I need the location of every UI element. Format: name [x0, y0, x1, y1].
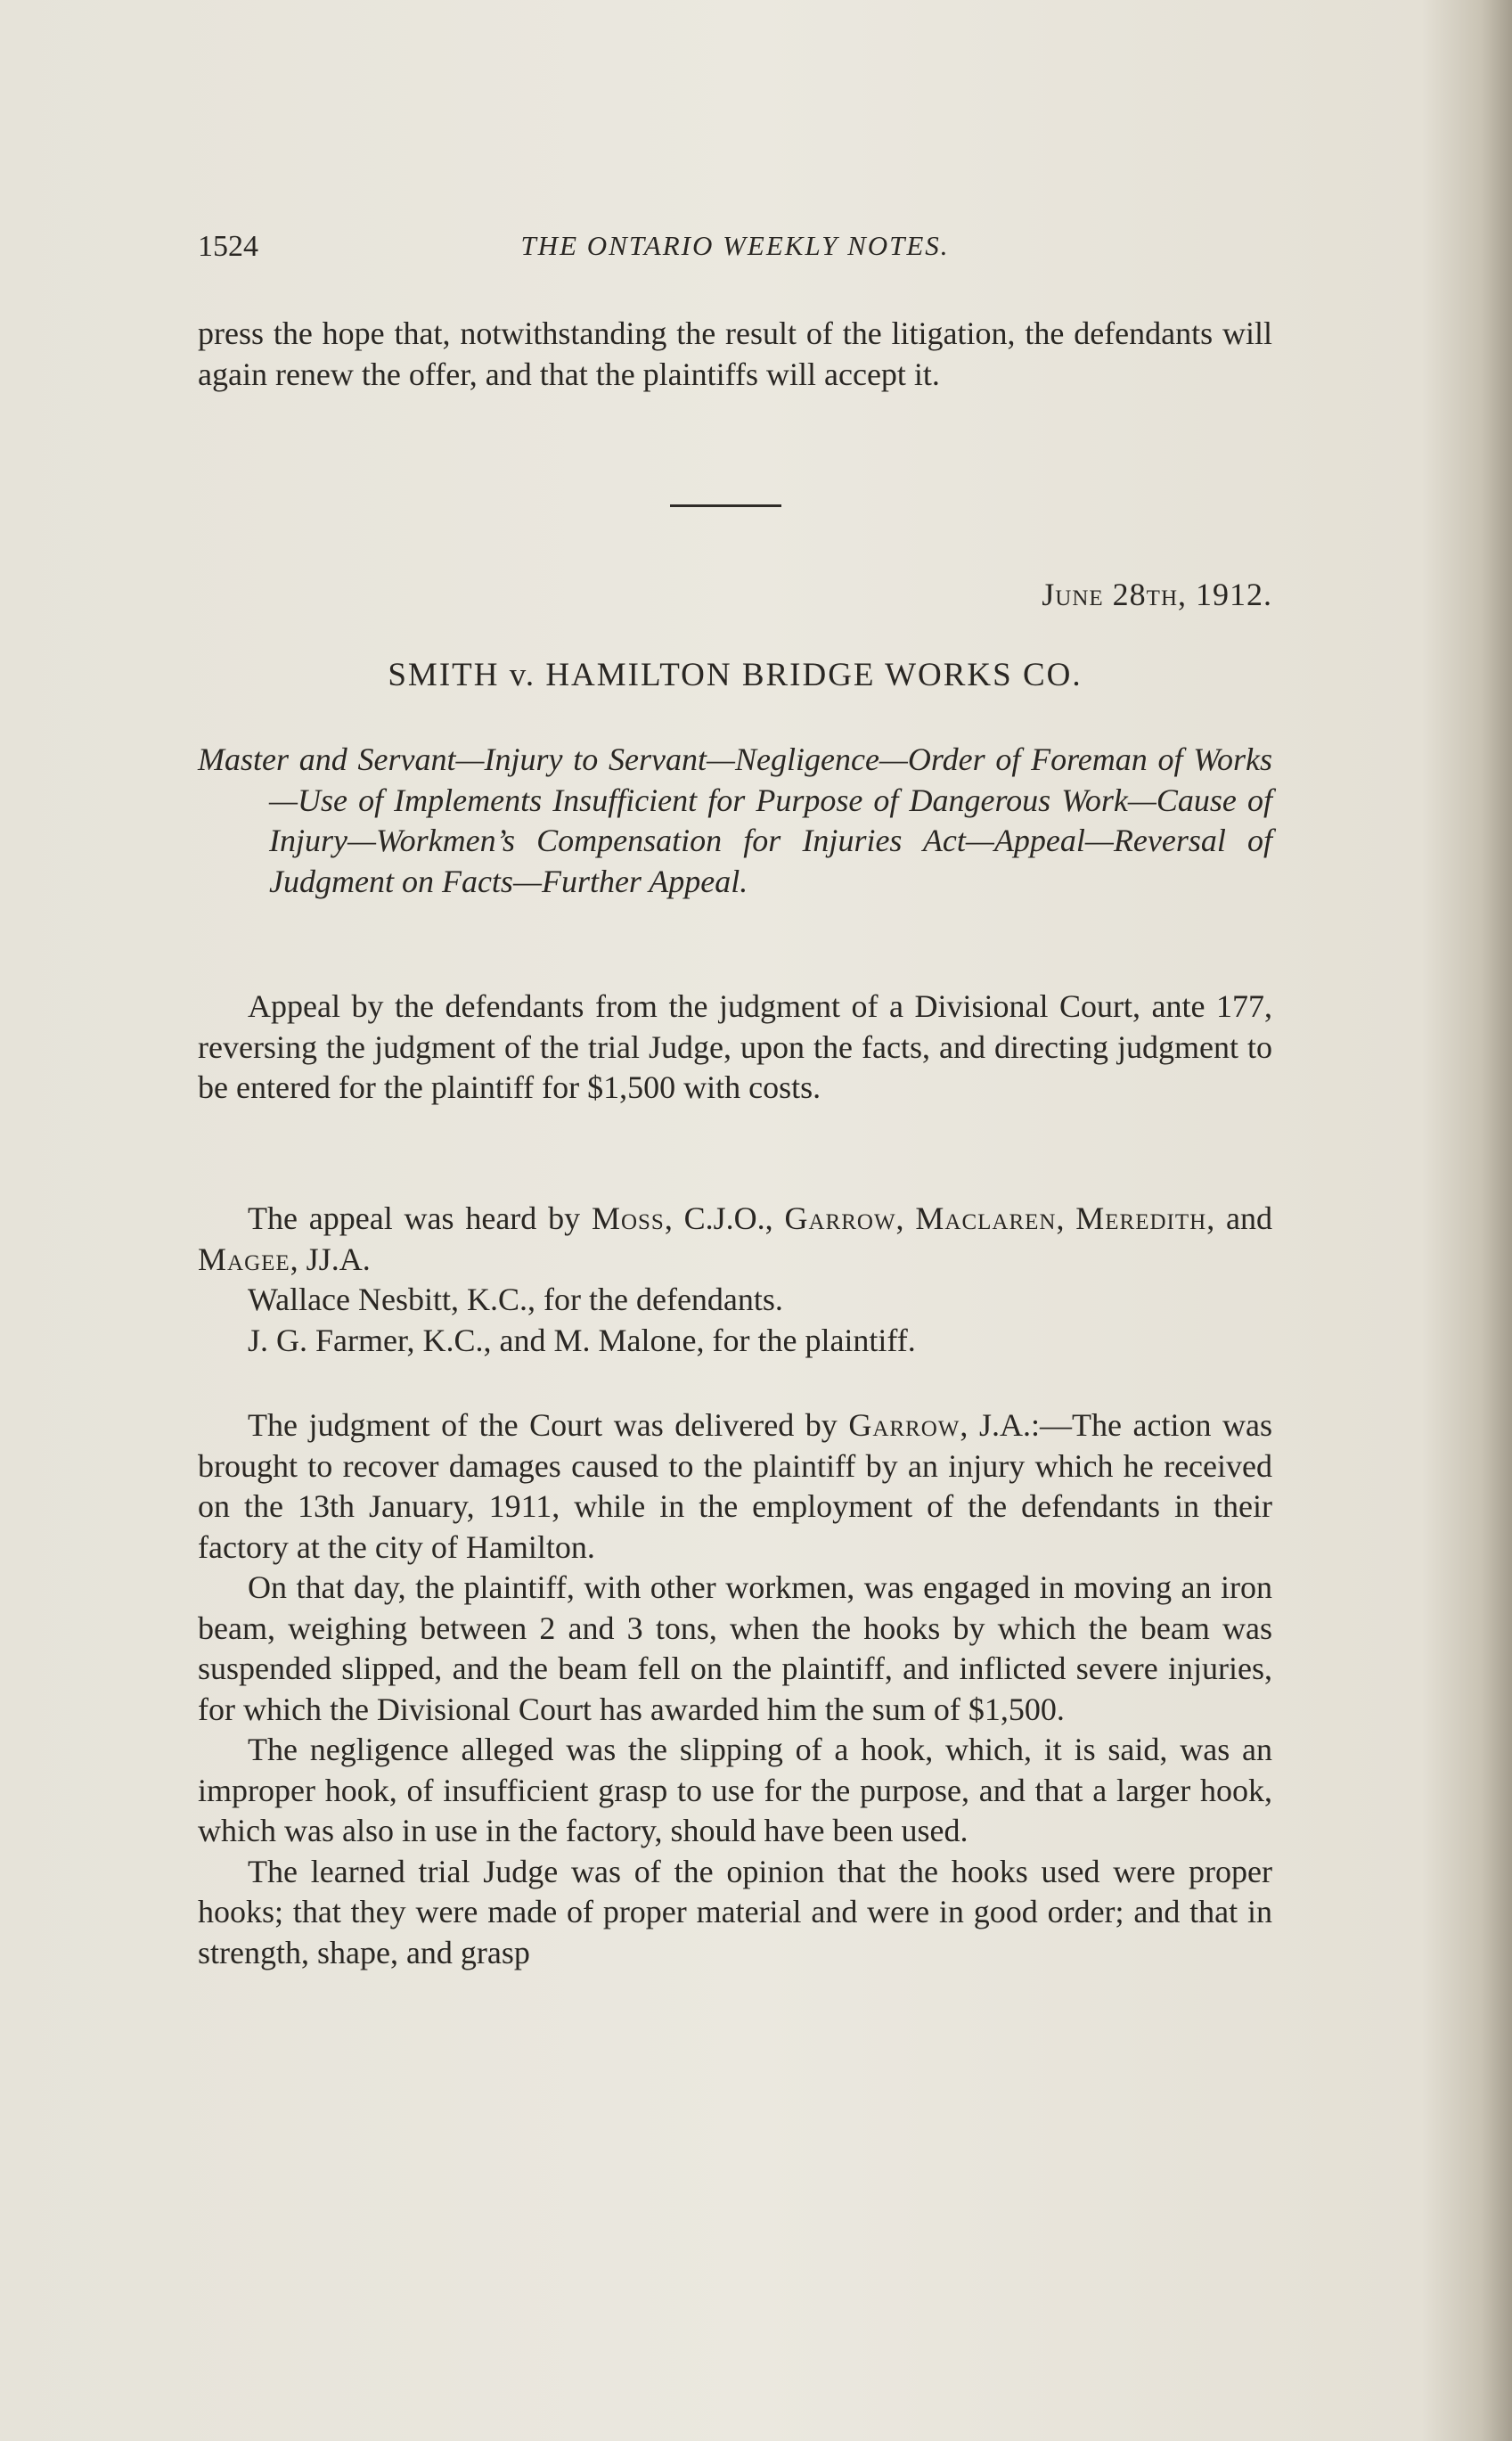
- appeal-block: [198, 987, 1272, 1109]
- body-paragraph: The learned trial Judge was of the opinion that the hooks used were proper hooks; that they were made of proper material and were in good order; and that in strength, shape, and grasp: [198, 1853, 1272, 1970]
- section-divider: [670, 504, 781, 507]
- counsel-plaintiff: J. G. Farmer, K.C., and M. Malone, for the plaintiff.: [248, 1322, 916, 1358]
- heard-t4: , and: [1206, 1200, 1273, 1236]
- running-title: THE ONTARIO WEEKLY NOTES.: [520, 230, 950, 261]
- judgment-judge: Garrow: [848, 1407, 960, 1443]
- body-paragraph: The negligence alleged was the slipping of a hook, which, it is said, was an improper hook, of insufficient grasp to use for the purpose, and that a larger hook, which was also in use in the factory, should have been used.: [198, 1732, 1272, 1848]
- page-header: [198, 221, 1272, 274]
- case-date-block: [198, 575, 1272, 616]
- judgment-post: , J.A.:—The action was brought to recover damages caused to the plaintiff by an injury which he received on the 13th January, 1911, while in the employment of the defendants in their factory at the city of Hamilton.: [198, 1407, 1272, 1565]
- hearing-block: [198, 1199, 1272, 1361]
- judgment-pre: The judgment of the Court was delivered by: [248, 1407, 849, 1443]
- counsel-defendants: Wallace Nesbitt, K.C., for the defendants.: [248, 1282, 783, 1317]
- headnote: Master and Servant—Injury to Servant—Negligence—Order of Foreman of Works—Use of Implements Insufficient for Purpose of Dangerous Work—Cause of Injury—Workmen’s Compensation for Injuries Act—Appeal—Reversal of Judgment on Facts—Further Appeal.: [198, 741, 1272, 899]
- case-title-block: [198, 655, 1272, 696]
- judge-maclaren: Maclaren: [915, 1200, 1057, 1236]
- appeal-paragraph: Appeal by the defendants from the judgment of a Divisional Court, ante 177, reversing the judgment of the trial Judge, upon the facts, and directing judgment to be entered for the plaintiff for $1,500 with costs.: [198, 988, 1272, 1105]
- case-title: SMITH v. HAMILTON BRIDGE WORKS CO.: [388, 657, 1083, 693]
- heard-pre: The appeal was heard by: [248, 1200, 592, 1236]
- case-date: June 28th, 1912.: [1042, 577, 1272, 612]
- body-paragraph: On that day, the plaintiff, with other workmen, was engaged in moving an iron beam, weighing between 2 and 3 tons, when the hooks by which the beam was suspended slipped, and the beam fell on the plaintiff, and inflicted severe injuries, for which the Divisional Court has awarded him the sum of $1,500.: [198, 1569, 1272, 1727]
- judgment-intro-paragraph: [198, 1405, 1272, 1568]
- judge-garrow: Garrow: [784, 1200, 896, 1236]
- headnote-block: [198, 740, 1272, 902]
- heard-t2: ,: [895, 1200, 916, 1236]
- judge-moss: Moss: [591, 1200, 665, 1236]
- page-number: 1524: [198, 230, 258, 263]
- heard-t3: ,: [1056, 1200, 1076, 1236]
- heard-by-paragraph: [198, 1199, 1272, 1280]
- continuation-block: [198, 314, 1272, 395]
- judge-magee: Magee: [198, 1241, 290, 1277]
- heard-t1: , C.J.O.,: [664, 1200, 785, 1236]
- continuation-paragraph: press the hope that, notwithstanding the result of the litigation, the defendants will again renew the offer, and that the plaintiffs will accept it.: [198, 315, 1272, 392]
- judgment-block: [198, 1405, 1272, 1973]
- heard-t5: , JJ.A.: [290, 1241, 371, 1277]
- judge-meredith: Meredith: [1075, 1200, 1207, 1236]
